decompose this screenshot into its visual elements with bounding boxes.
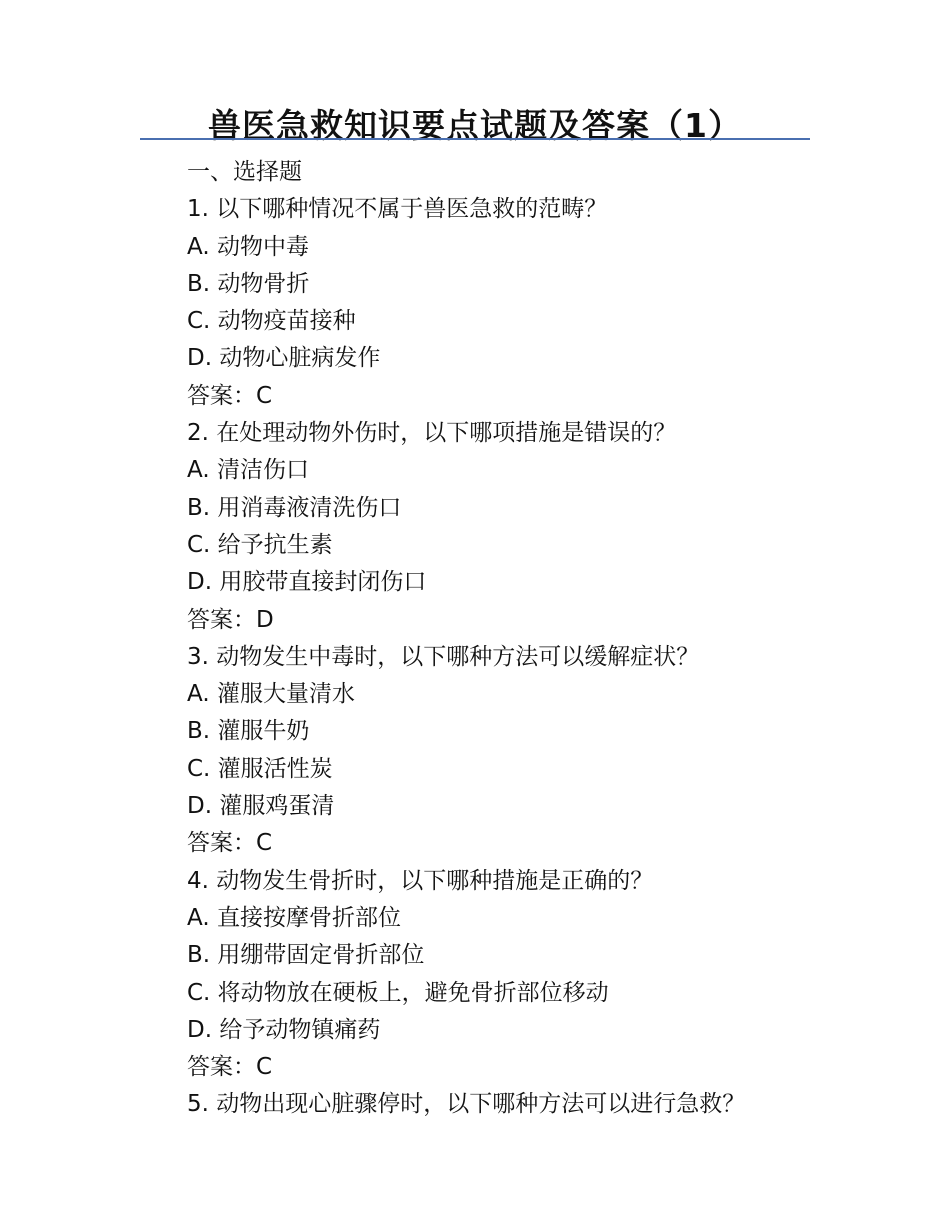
- question-stem: 5. 动物出现心脏骤停时，以下哪种方法可以进行急救？: [187, 1091, 746, 1118]
- answer-line: 答案：D: [187, 606, 274, 633]
- option-b: B. 灌服牛奶: [187, 718, 310, 745]
- question-5: [187, 1086, 827, 1123]
- title-underline: [140, 138, 810, 140]
- option-c: C. 给予抗生素: [187, 531, 333, 558]
- option-c: C. 动物疫苗接种: [187, 308, 356, 335]
- option-b: B. 动物骨折: [187, 270, 310, 297]
- question-stem: 1. 以下哪种情况不属于兽医急救的范畴？: [187, 196, 608, 223]
- option-b: B. 用消毒液清洗伤口: [187, 494, 402, 521]
- option-a: A. 直接按摩骨折部位: [187, 904, 401, 931]
- section-heading: 一、选择题: [187, 159, 302, 185]
- option-a: A. 清洁伤口: [187, 457, 309, 484]
- answer-line: 答案：C: [187, 1054, 273, 1081]
- question-1: [187, 191, 827, 415]
- option-d: D. 用胶带直接封闭伤口: [187, 569, 427, 596]
- document-title: 兽医急救知识要点试题及答案（1）: [208, 106, 742, 145]
- question-4: [187, 863, 827, 1087]
- option-d: D. 动物心脏病发作: [187, 345, 381, 372]
- option-c: C. 灌服活性炭: [187, 755, 333, 782]
- document-body: [187, 154, 827, 1124]
- question-stem: 2. 在处理动物外伤时，以下哪项措施是错误的？: [187, 420, 677, 447]
- option-b: B. 用绷带固定骨折部位: [187, 942, 425, 969]
- question-stem: 4. 动物发生骨折时，以下哪种措施是正确的？: [187, 867, 654, 894]
- question-3: [187, 639, 827, 863]
- answer-line: 答案：C: [187, 382, 273, 409]
- answer-line: 答案：C: [187, 830, 273, 857]
- option-d: D. 灌服鸡蛋清: [187, 793, 335, 820]
- option-a: A. 灌服大量清水: [187, 681, 355, 708]
- option-d: D. 给予动物镇痛药: [187, 1016, 381, 1043]
- option-a: A. 动物中毒: [187, 233, 309, 260]
- option-c: C. 将动物放在硬板上，避免骨折部位移动: [187, 979, 609, 1006]
- question-stem: 3. 动物发生中毒时，以下哪种方法可以缓解症状？: [187, 643, 700, 670]
- question-2: [187, 415, 827, 639]
